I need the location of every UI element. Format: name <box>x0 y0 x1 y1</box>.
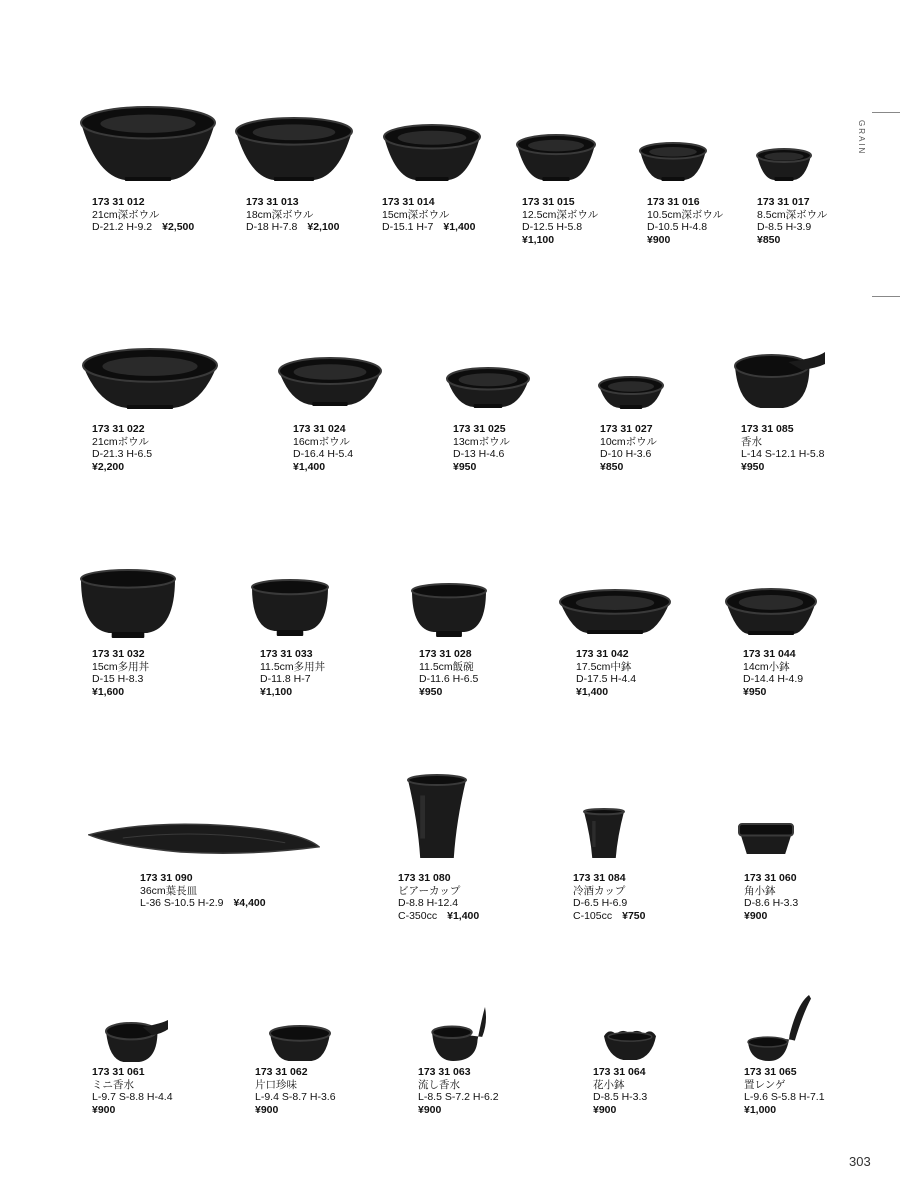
product-name: 冷酒カップ <box>573 884 626 897</box>
product-caption <box>744 1066 825 1116</box>
product-dims: D-12.5 H-5.8 <box>522 221 583 233</box>
product-image-cup-short <box>583 808 625 860</box>
product-capacity: C-350cc <box>398 909 438 922</box>
product-code: 173 31 042 <box>576 648 629 660</box>
product-image-cup-tall <box>407 774 467 860</box>
product-name: 16cmボウル <box>293 435 350 448</box>
product-name: 21cm深ボウル <box>92 208 160 221</box>
product-caption <box>92 648 149 698</box>
product-image-donburi <box>411 583 487 638</box>
product-caption <box>382 196 475 234</box>
product-code: 173 31 033 <box>260 648 313 660</box>
product-image-bowl-shallow <box>82 348 218 410</box>
product-price: ¥1,400 <box>293 460 326 473</box>
product-price: ¥1,000 <box>744 1103 777 1116</box>
product-caption <box>92 423 152 473</box>
product-dims: D-8.6 H-3.3 <box>744 897 799 909</box>
product-price: ¥1,400 <box>447 909 480 922</box>
product-dims: D-21.3 H-6.5 <box>92 448 153 460</box>
product-caption <box>140 872 266 910</box>
product-code: 173 31 085 <box>741 423 794 435</box>
product-caption <box>398 872 479 922</box>
product-price: ¥900 <box>593 1103 617 1116</box>
product-name: 15cm深ボウル <box>382 208 450 221</box>
product-caption <box>260 648 325 698</box>
product-name: ミニ香水 <box>92 1078 134 1091</box>
product-image-katakuchi <box>268 1025 332 1063</box>
product-name: 片口珍味 <box>255 1078 297 1091</box>
product-dims: D-10 H-3.6 <box>600 448 652 460</box>
product-name: 18cm深ボウル <box>246 208 314 221</box>
product-code: 173 31 064 <box>593 1066 646 1078</box>
product-price: ¥850 <box>757 233 781 246</box>
product-code: 173 31 028 <box>419 648 472 660</box>
product-code: 173 31 061 <box>92 1066 145 1078</box>
product-caption <box>744 872 798 922</box>
product-dims: L-14 S-12.1 H-5.8 <box>741 448 825 460</box>
product-caption <box>453 423 510 473</box>
product-caption <box>757 196 827 246</box>
side-rule-top <box>872 112 900 113</box>
product-dims: D-6.5 H-6.9 <box>573 897 628 909</box>
product-dims: D-14.4 H-4.9 <box>743 673 804 685</box>
product-image-hachi <box>725 588 817 636</box>
product-image-donburi <box>251 579 329 637</box>
product-price: ¥2,500 <box>162 221 195 233</box>
product-dims: D-18 H-7.8 <box>246 221 298 233</box>
product-code: 173 31 044 <box>743 648 796 660</box>
product-image-donburi <box>80 569 176 639</box>
product-image-bowl-deep <box>80 106 216 182</box>
product-image-spout <box>105 1018 169 1064</box>
product-code: 173 31 012 <box>92 196 145 208</box>
product-dims: L-9.7 S-8.8 H-4.4 <box>92 1091 173 1103</box>
product-code: 173 31 080 <box>398 872 451 884</box>
product-image-square <box>736 822 796 856</box>
product-image-nagashi <box>430 1005 488 1063</box>
product-code: 173 31 013 <box>246 196 299 208</box>
product-price: ¥4,400 <box>233 897 266 909</box>
product-code: 173 31 090 <box>140 872 193 884</box>
product-price: ¥850 <box>600 460 624 473</box>
product-code: 173 31 063 <box>418 1066 471 1078</box>
product-name: 角小鉢 <box>744 884 776 897</box>
product-price: ¥950 <box>743 685 767 698</box>
section-label: GRAIN <box>857 120 866 156</box>
product-image-renge <box>746 993 812 1063</box>
product-caption <box>522 196 598 246</box>
product-dims: D-10.5 H-4.8 <box>647 221 708 233</box>
product-dims: D-17.5 H-4.4 <box>576 673 637 685</box>
product-caption <box>92 1066 173 1116</box>
product-caption <box>743 648 803 698</box>
product-name: 21cmボウル <box>92 435 149 448</box>
product-image-hachi <box>559 589 671 635</box>
product-price: ¥950 <box>419 685 443 698</box>
product-price: ¥900 <box>647 233 671 246</box>
product-name: 12.5cm深ボウル <box>522 208 599 221</box>
product-image-spout <box>734 350 826 410</box>
product-dims: D-15 H-8.3 <box>92 673 144 685</box>
product-image-bowl-shallow <box>598 376 664 410</box>
product-dims: D-16.4 H-5.4 <box>293 448 354 460</box>
product-dims: D-8.8 H-12.4 <box>398 897 459 909</box>
product-code: 173 31 065 <box>744 1066 797 1078</box>
product-name: 36cm葉長皿 <box>140 884 198 897</box>
product-dims: D-11.6 H-6.5 <box>419 673 479 685</box>
product-caption <box>92 196 194 234</box>
product-price: ¥1,100 <box>522 233 555 246</box>
product-price: ¥1,100 <box>260 685 293 698</box>
product-price: ¥1,600 <box>92 685 125 698</box>
product-price: ¥2,100 <box>307 221 340 233</box>
product-name: 流し香水 <box>418 1078 460 1091</box>
product-name: 花小鉢 <box>593 1078 625 1091</box>
product-image-flower <box>602 1026 658 1062</box>
product-caption <box>593 1066 647 1116</box>
product-caption <box>600 423 657 473</box>
product-image-leaf-plate <box>88 818 320 858</box>
product-price: ¥2,200 <box>92 460 125 473</box>
product-name: ビアーカップ <box>398 884 461 897</box>
product-code: 173 31 017 <box>757 196 810 208</box>
product-code: 173 31 032 <box>92 648 145 660</box>
product-caption <box>647 196 723 246</box>
product-name: 置レンゲ <box>744 1078 786 1091</box>
product-code: 173 31 016 <box>647 196 700 208</box>
product-price: ¥900 <box>418 1103 442 1116</box>
product-price: ¥900 <box>255 1103 279 1116</box>
product-caption <box>419 648 478 698</box>
product-code: 173 31 062 <box>255 1066 308 1078</box>
product-code: 173 31 060 <box>744 872 797 884</box>
product-caption <box>741 423 824 473</box>
product-dims: D-21.2 H-9.2 <box>92 221 153 233</box>
product-image-bowl-shallow <box>278 357 382 407</box>
product-price: ¥750 <box>622 909 646 922</box>
product-image-bowl-deep <box>756 148 812 182</box>
product-image-bowl-deep <box>383 124 481 182</box>
side-rule-bottom <box>872 296 900 297</box>
page-number: 303 <box>849 1154 871 1169</box>
product-image-bowl-shallow <box>446 367 530 409</box>
product-caption <box>255 1066 336 1116</box>
product-name: 15cm多用丼 <box>92 660 150 673</box>
product-dims: D-13 H-4.6 <box>453 448 505 460</box>
product-code: 173 31 025 <box>453 423 506 435</box>
product-code: 173 31 084 <box>573 872 626 884</box>
product-price: ¥1,400 <box>443 221 476 233</box>
product-caption <box>576 648 636 698</box>
product-code: 173 31 027 <box>600 423 653 435</box>
product-price: ¥900 <box>744 909 768 922</box>
product-name: 香水 <box>741 435 762 448</box>
product-dims: L-9.6 S-5.8 H-7.1 <box>744 1091 825 1103</box>
product-caption <box>418 1066 499 1116</box>
product-caption <box>573 872 645 922</box>
product-name: 11.5cm飯碗 <box>419 660 474 673</box>
product-name: 10.5cm深ボウル <box>647 208 724 221</box>
product-price: ¥1,400 <box>576 685 609 698</box>
product-image-bowl-deep <box>516 134 596 182</box>
product-code: 173 31 014 <box>382 196 435 208</box>
product-capacity: C-105cc <box>573 909 613 922</box>
product-code: 173 31 022 <box>92 423 145 435</box>
product-dims: D-15.1 H-7 <box>382 221 434 233</box>
product-dims: D-11.8 H-7 <box>260 673 311 685</box>
product-caption <box>293 423 353 473</box>
product-dims: D-8.5 H-3.9 <box>757 221 812 233</box>
product-code: 173 31 015 <box>522 196 575 208</box>
product-dims: D-8.5 H-3.3 <box>593 1091 648 1103</box>
product-price: ¥950 <box>741 460 765 473</box>
product-name: 13cmボウル <box>453 435 510 448</box>
product-name: 8.5cm深ボウル <box>757 208 828 221</box>
product-name: 14cm小鉢 <box>743 660 790 673</box>
product-image-bowl-deep <box>639 142 707 182</box>
product-dims: L-8.5 S-7.2 H-6.2 <box>418 1091 499 1103</box>
product-price: ¥900 <box>92 1103 116 1116</box>
product-price: ¥950 <box>453 460 477 473</box>
product-caption <box>246 196 339 234</box>
product-image-bowl-deep <box>235 117 353 182</box>
product-dims: L-9.4 S-8.7 H-3.6 <box>255 1091 336 1103</box>
product-dims: L-36 S-10.5 H-2.9 <box>140 897 224 909</box>
product-name: 10cmボウル <box>600 435 657 448</box>
product-name: 11.5cm多用丼 <box>260 660 326 673</box>
product-name: 17.5cm中鉢 <box>576 660 632 673</box>
product-code: 173 31 024 <box>293 423 346 435</box>
